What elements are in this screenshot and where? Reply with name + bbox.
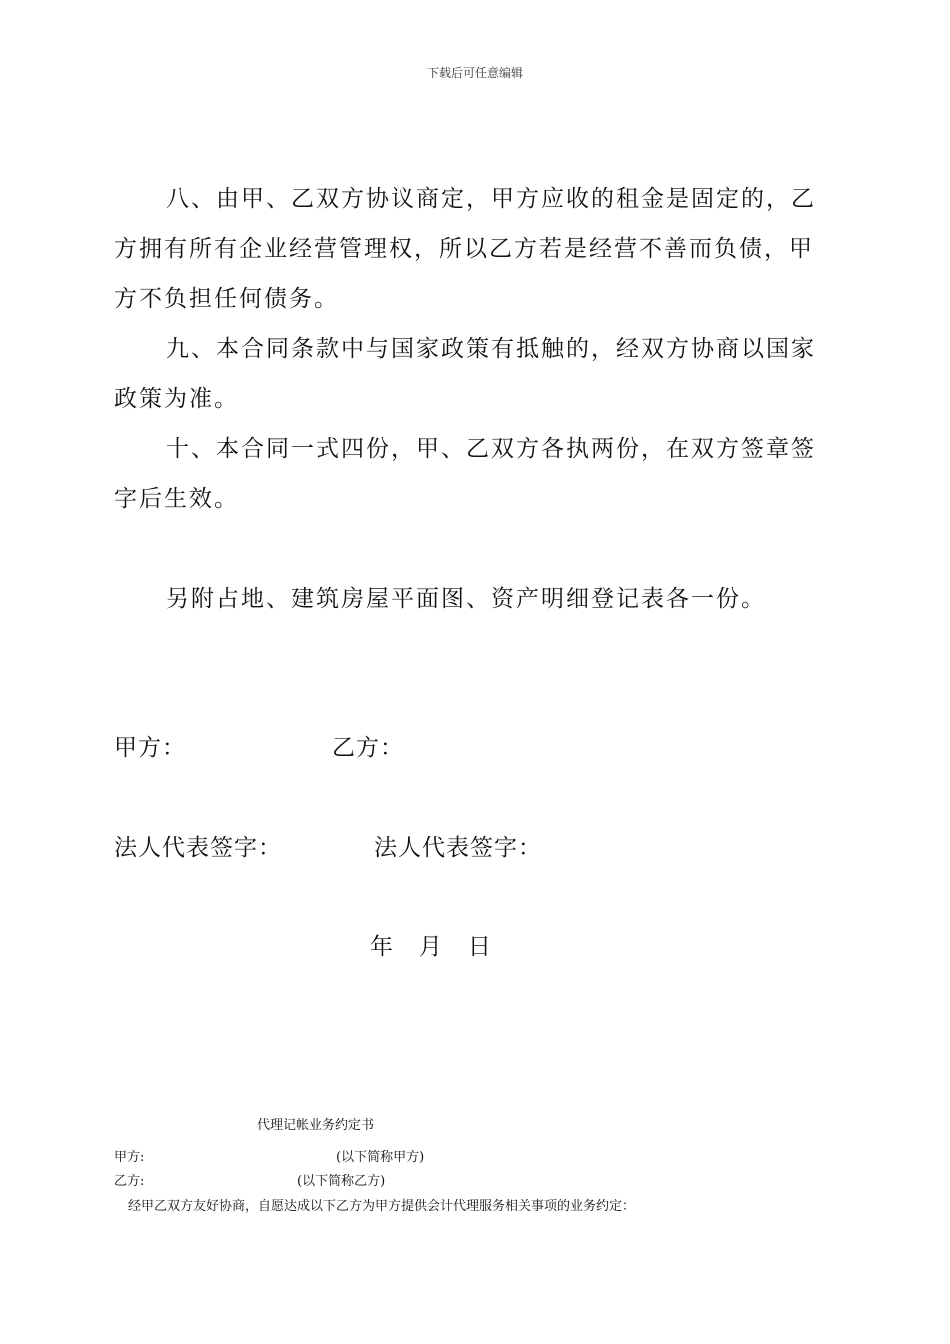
next-doc-party-a-note: (以下简称甲方) [336, 1150, 425, 1165]
next-doc-party-b-note: (以下简称乙方) [297, 1174, 386, 1189]
clause-8-line-1: 八、由甲、乙双方协议商定，甲方应收的租金是固定的，乙 [166, 186, 816, 212]
next-doc-title: 代理记帐业务约定书 [257, 1118, 375, 1133]
clause-10-line-2: 字后生效。 [114, 486, 239, 512]
clause-9-line-1: 九、本合同条款中与国家政策有抵触的，经双方协商以国家 [166, 336, 816, 362]
next-doc-intro: 经甲乙双方友好协商，自愿达成以下乙方为甲方提供会计代理服务相关事项的业务约定： [128, 1199, 636, 1214]
header-note: 下载后可任意编辑 [426, 66, 523, 80]
party-b-rep-signature: 法人代表签字： [374, 835, 542, 861]
clause-9-line-2: 政策为准。 [114, 386, 239, 412]
next-doc-party-a-label: 甲方: [114, 1150, 145, 1165]
clause-8-line-3: 方不负担任何债务。 [114, 286, 339, 312]
party-a-rep-signature: 法人代表签字： [114, 835, 282, 861]
attachment-note: 另附占地、建筑房屋平面图、资产明细登记表各一份。 [166, 586, 766, 612]
clause-8-line-2: 方拥有所有企业经营管理权，所以乙方若是经营不善而负债，甲 [114, 236, 814, 262]
party-b-label: 乙方： [332, 735, 404, 761]
next-doc-party-b-label: 乙方: [114, 1174, 145, 1189]
party-a-label: 甲方： [114, 735, 186, 761]
signing-date: 年 月 日 [370, 934, 492, 960]
clause-10-line-1: 十、本合同一式四份，甲、乙双方各执两份，在双方签章签 [166, 436, 816, 462]
